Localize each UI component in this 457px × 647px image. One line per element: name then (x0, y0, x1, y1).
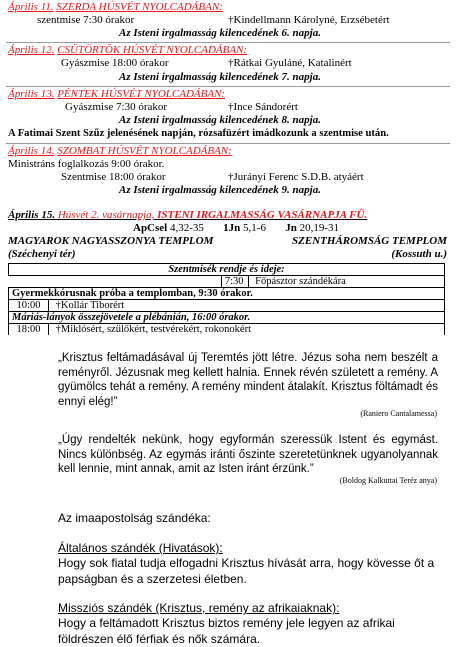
church-right-location: (Kossuth u.) (391, 248, 447, 260)
prayer-heading: Az imaapostolság szándéka: (58, 511, 211, 525)
reading-ref: 4,32-35 (169, 222, 204, 234)
day-date: Április 14. (8, 145, 55, 157)
ministrant-note: Ministráns foglalkozás 9:00 órakor. (8, 158, 165, 170)
quote-author: (Boldog Kalkuttai Teréz anya) (339, 476, 437, 485)
quote-text: „Úgy rendelték nekünk, hogy egyformán szeressük Istent és egymást. Nincs különbség. Az egymás iránti őszinte szeretetünknek ugyanolyannak kell lennie, mint annak, amit az Isten iránt érzünk.” (58, 434, 438, 476)
table-row (9, 276, 445, 288)
table-row (9, 288, 445, 300)
schedule-header: Szentmisék rendje és ideje: (9, 264, 445, 276)
schedule-intention: †Kollár Tiborért (55, 300, 125, 311)
novena-line: Az Isteni irgalmasság kilencedének 8. napja. (119, 114, 321, 126)
divider (6, 42, 450, 43)
mass-time: szentmise 7:30 órakor (37, 14, 135, 26)
general-intention-title: Általános szándék (Hivatások): (58, 541, 223, 555)
day-heading (8, 44, 247, 57)
table-row (9, 300, 445, 312)
schedule-time: 10:00 (9, 300, 49, 311)
mass-time: Gyászmise 18:00 órakor (61, 57, 169, 69)
day-title: SZOMBAT HÚSVÉT NYOLCADÁBAN: (57, 145, 232, 157)
novena-line: Az Isteni irgalmasság kilencedének 7. napja. (119, 71, 321, 83)
day-heading (8, 88, 225, 101)
mass-intention: †Rátkai Gyuláné, Katalinért (228, 57, 352, 69)
reading-abbr: 1Jn (223, 222, 241, 234)
day-date: Április 12. (8, 44, 55, 56)
sunday-date: Április 15. (8, 209, 56, 221)
mission-intention-title: Missziós szándék (Krisztus, remény az afrikaiaknak): (58, 601, 340, 615)
reading-ref: 20,19-31 (299, 222, 339, 234)
table-row (9, 312, 445, 324)
quote-text: „Krisztus feltámadásával új Teremtés jött létre. Jézus soha nem beszélt a reményről. Jézusnak meg kellett halnia. Ennek révén született a remény. A gyümölcs tehát a remény. A remény mindent átalakít. Krisztus föltámadt és ennyi elég!” (58, 352, 438, 408)
meeting-note: Máriás-lányok összejövetele a plébánián, 16:00 órakor. (9, 312, 445, 324)
novena-line: Az Isteni irgalmasság kilencedének 6. napja. (119, 27, 321, 39)
day-heading (8, 1, 223, 14)
fatima-note: A Fatimai Szent Szűz jelenésének napján, rózsafüzért imádkozunk a szentmise után. (8, 128, 389, 139)
day-date: Április 13. (8, 88, 55, 100)
sunday-feast: Húsvét 2. vasárnapja, (57, 209, 155, 221)
mass-time: Szentmise 18:00 órakor (61, 171, 166, 183)
mass-time: Gyászmise 7:30 órakor (65, 101, 168, 113)
day-title: SZERDA HÚSVÉT NYOLCADÁBAN: (56, 1, 223, 13)
day-title: PÉNTEK HÚSVÉT NYOLCADÁBAN: (57, 88, 226, 100)
divider (6, 86, 450, 87)
church-left-location: (Széchenyi tér) (8, 248, 76, 260)
table-row (9, 264, 445, 276)
schedule-intention: †Miklósért, szülőkért, testvérekért, rokonokért (55, 324, 251, 335)
mass-intention: †Ince Sándorért (228, 101, 298, 113)
quote-author: (Raniero Cantalamessa) (360, 409, 437, 418)
mission-intention-text: Hogy a feltámadott Krisztus biztos remény jele legyen az afrikai földrészen élő férfiak és nők számára. (58, 616, 395, 646)
sunday-heading (8, 209, 367, 222)
novena-line: Az Isteni irgalmasság kilencedének 9. napja. (119, 184, 321, 196)
reading-abbr: ApCsel (133, 222, 168, 234)
readings (133, 222, 339, 235)
sunday-title: ISTENI IRGALMASSÁG VASÁRNAPJA FŰ. (157, 209, 368, 221)
day-title: CSÜTÖRTÖK HÚSVÉT NYOLCADÁBAN: (57, 44, 248, 56)
schedule-time: 18:00 (9, 324, 49, 335)
schedule-time: 7:30 (222, 276, 249, 287)
mass-intention: †Kindellmann Károlyné, Erzsébetért (228, 14, 390, 26)
church-left: MAGYAROK NAGYASSZONYA TEMPLOM (8, 235, 214, 247)
day-date: Április 11. (8, 1, 54, 13)
general-intention-text: Hogy sok fiatal tudja elfogadni Krisztus hívását arra, hogy kövesse őt a papságban és a szerzetesi életben. (58, 556, 435, 586)
mass-schedule-table (8, 263, 445, 335)
divider (6, 143, 450, 144)
mass-intention: †Jurányi Ferenc S.D.B. atyáért (228, 171, 364, 183)
day-heading (8, 145, 232, 158)
schedule-intention: Főpásztor szándékára (255, 276, 346, 287)
reading-abbr: Jn (285, 222, 297, 234)
church-right: SZENTHÁROMSÁG TEMPLOM (292, 235, 447, 247)
choir-note: Gyermekkórusnak próba a templomban, 9:30 órakor. (9, 288, 445, 300)
reading-ref: 5,1-6 (243, 222, 266, 234)
table-row (9, 324, 445, 336)
